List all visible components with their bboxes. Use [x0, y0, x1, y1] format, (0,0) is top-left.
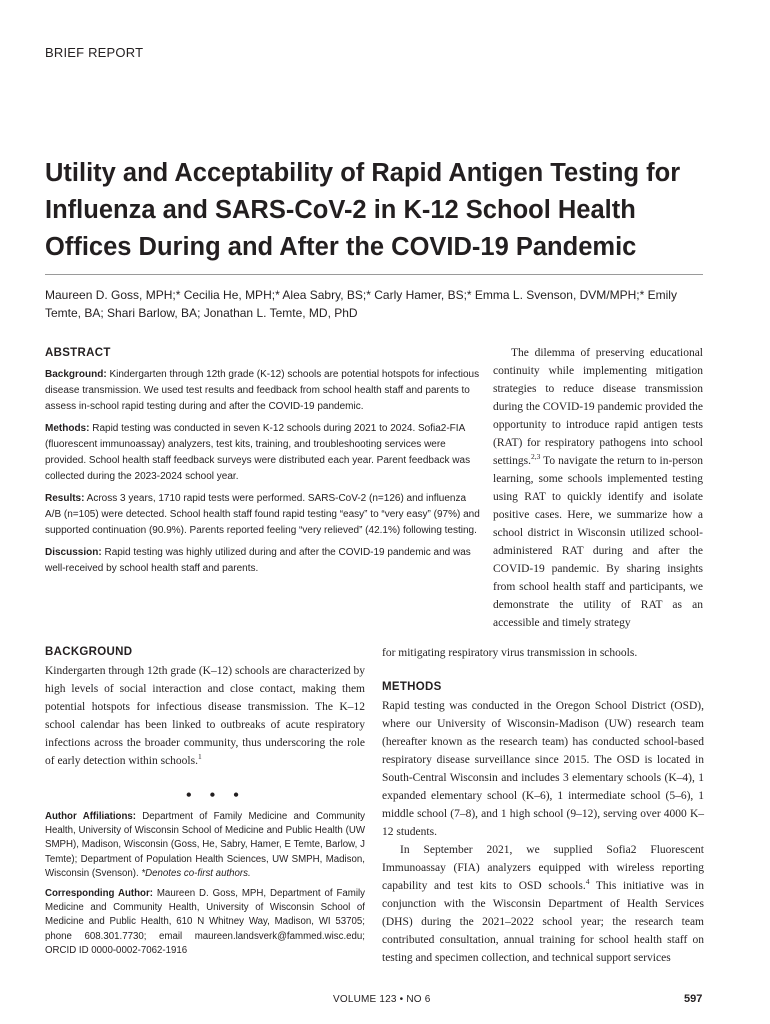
intro-text-rest: To navigate the return to in-person learning, some schools implemented testing using RAT to quickly identify and isolate positive cases. Here, we summarize how a school district in Wisconsin utilized school-administered RAT during and after the COVID-19 pandemic. By sharing insights from school health staff and participants, we demonstrate the utility of RAT as an accessible and timely strategy	[493, 455, 703, 629]
co-first-note: *Denotes co-first authors.	[138, 867, 251, 879]
corresponding-text: Maureen D. Goss, MPH, Department of Family Medicine and Community Health, University of Wisconsin School of Medicine and Public Health, 610 N Whitney Way, Madison, WI 53705; phone 608.301.7730; email maureen.landsverk@fammed.wisc.edu; ORCID ID 0000-0002-7062-1916	[45, 888, 365, 956]
methods-paragraph-1: Rapid testing was conducted in the Oregon School District (OSD), where our University of Wisconsin-Madison (UW) research team (hereafter known as the research team) has conducted school-based respiratory disease surveillance since 2015. The OSD is located in South-Central Wisconsin and includes 3 elementary schools (K–4), 1 expanded elementary school (K–6), 1 intermediate school (5–6), 1 middle school (7–8), and 1 high school (9–12), serving over 4000 K–12 students.	[382, 700, 704, 838]
affiliations-label: Author Affiliations:	[45, 811, 136, 822]
title-divider	[45, 274, 703, 275]
methods-text: In September 2021, we supplied Sofia2 Fluorescent Immunoassay (FIA) analyzers equipped with wireless reporting capability and test kits to OSD schools.	[382, 844, 704, 892]
background-section	[45, 643, 365, 770]
abstract-discussion-label: Discussion:	[45, 547, 102, 558]
citation: 1	[197, 752, 202, 762]
section-divider: • • •	[186, 787, 246, 804]
author-affiliations	[45, 810, 365, 964]
citation: 4	[585, 877, 590, 887]
abstract-discussion	[45, 545, 480, 577]
abstract-discussion-text: Rapid testing was highly utilized during and after the COVID-19 pandemic and was well-received by school health staff and parents.	[45, 547, 471, 574]
intro-paragraph-continued: for mitigating respiratory virus transmission in schools.	[382, 647, 638, 659]
corresponding-label: Corresponding Author:	[45, 888, 153, 900]
affiliations-text: Department of Family Medicine and Community Health, University of Wisconsin School of Medicine and Public Health (UW SMPH), Madison, Wisconsin (Goss, He, Sabry, Hamer, E Temte, Barlow, J Temte); Department of Population Health Sciences, UW SMPH, Madison, Wisconsin (Svenson).	[45, 811, 365, 879]
background-heading: BACKGROUND	[45, 646, 133, 658]
citation: 2,3	[531, 452, 541, 462]
section-label: BRIEF REPORT	[45, 45, 144, 60]
methods-section	[382, 678, 704, 967]
intro-text: The dilemma of preserving educational continuity while implementing mitigation strategies to reduce disease transmission during the COVID-19 pandemic provided the opportunity to introduce rapid antigen tests (RAT) for respiratory pathogens into school settings.	[493, 347, 703, 467]
abstract-background-label: Background:	[45, 369, 107, 380]
abstract-background-text: Kindergarten through 12th grade (K-12) schools are potential hotspots for infectious disease transmission. We used test results and feedback from school health staff and parents to assess in-school rapid testing during and after the COVID-19 pandemic.	[45, 369, 480, 412]
background-text: Kindergarten through 12th grade (K–12) schools are characterized by high levels of social interaction and close contact, making them potential hotspots for infectious disease transmission. The K–12 school calendar has been linked to outbreaks of acute respiratory infections across the broader community, thus underscoring the role of early detection within schools.	[45, 665, 365, 767]
abstract-heading: ABSTRACT	[45, 347, 111, 359]
abstract-results-text: Across 3 years, 1710 rapid tests were performed. SARS-CoV-2 (n=126) and influenza A/B (n=105) were detected. School health staff found rapid testing “easy” to “very easy” (97%) and supported continuation (90.9%). Parents reported feeling “very relieved” (42.1%) following testing.	[45, 493, 480, 536]
abstract-methods	[45, 421, 480, 485]
author-list: Maureen D. Goss, MPH;* Cecilia He, MPH;* Alea Sabry, BS;* Carly Hamer, BS;* Emma L. Svenson, DVM/MPH;* Emily Temte, BA; Shari Barlow, BA; Jonathan L. Temte, MD, PhD	[45, 288, 677, 320]
abstract-methods-label: Methods:	[45, 423, 90, 434]
affiliations-paragraph	[45, 810, 365, 881]
footer-volume: VOLUME 123 • NO 6	[333, 994, 431, 1005]
methods-text-rest: This initiative was in conjunction with the Wisconsin Department of Health Services (DHS) during the 2021–2022 school year; the research team contributed consultation, annual training for school health staff on testing and specimen collection, and technical support services	[382, 880, 704, 964]
page-number: 597	[684, 993, 703, 1005]
background-paragraph	[45, 662, 365, 770]
methods-heading: METHODS	[382, 681, 442, 693]
abstract-results-label: Results:	[45, 493, 85, 504]
abstract-methods-text: Rapid testing was conducted in seven K-12 schools during 2021 to 2024. Sofia2-FIA (fluorescent immunoassay) analyzers, test kits, training, and troubleshooting services were provided. School health staff feedback surveys were distributed each year. Parent feedback was collected during the 2023-2024 school year.	[45, 423, 471, 482]
intro-paragraph	[493, 344, 703, 632]
abstract	[45, 345, 480, 583]
methods-paragraph-2	[382, 841, 704, 967]
article-title: Utility and Acceptability of Rapid Antigen Testing for Influenza and SARS-CoV-2 in K-12 School Health Offices During and After the COVID-19 Pandemic	[45, 159, 681, 261]
corresponding-paragraph	[45, 887, 365, 958]
abstract-results	[45, 491, 480, 539]
abstract-background	[45, 367, 480, 415]
